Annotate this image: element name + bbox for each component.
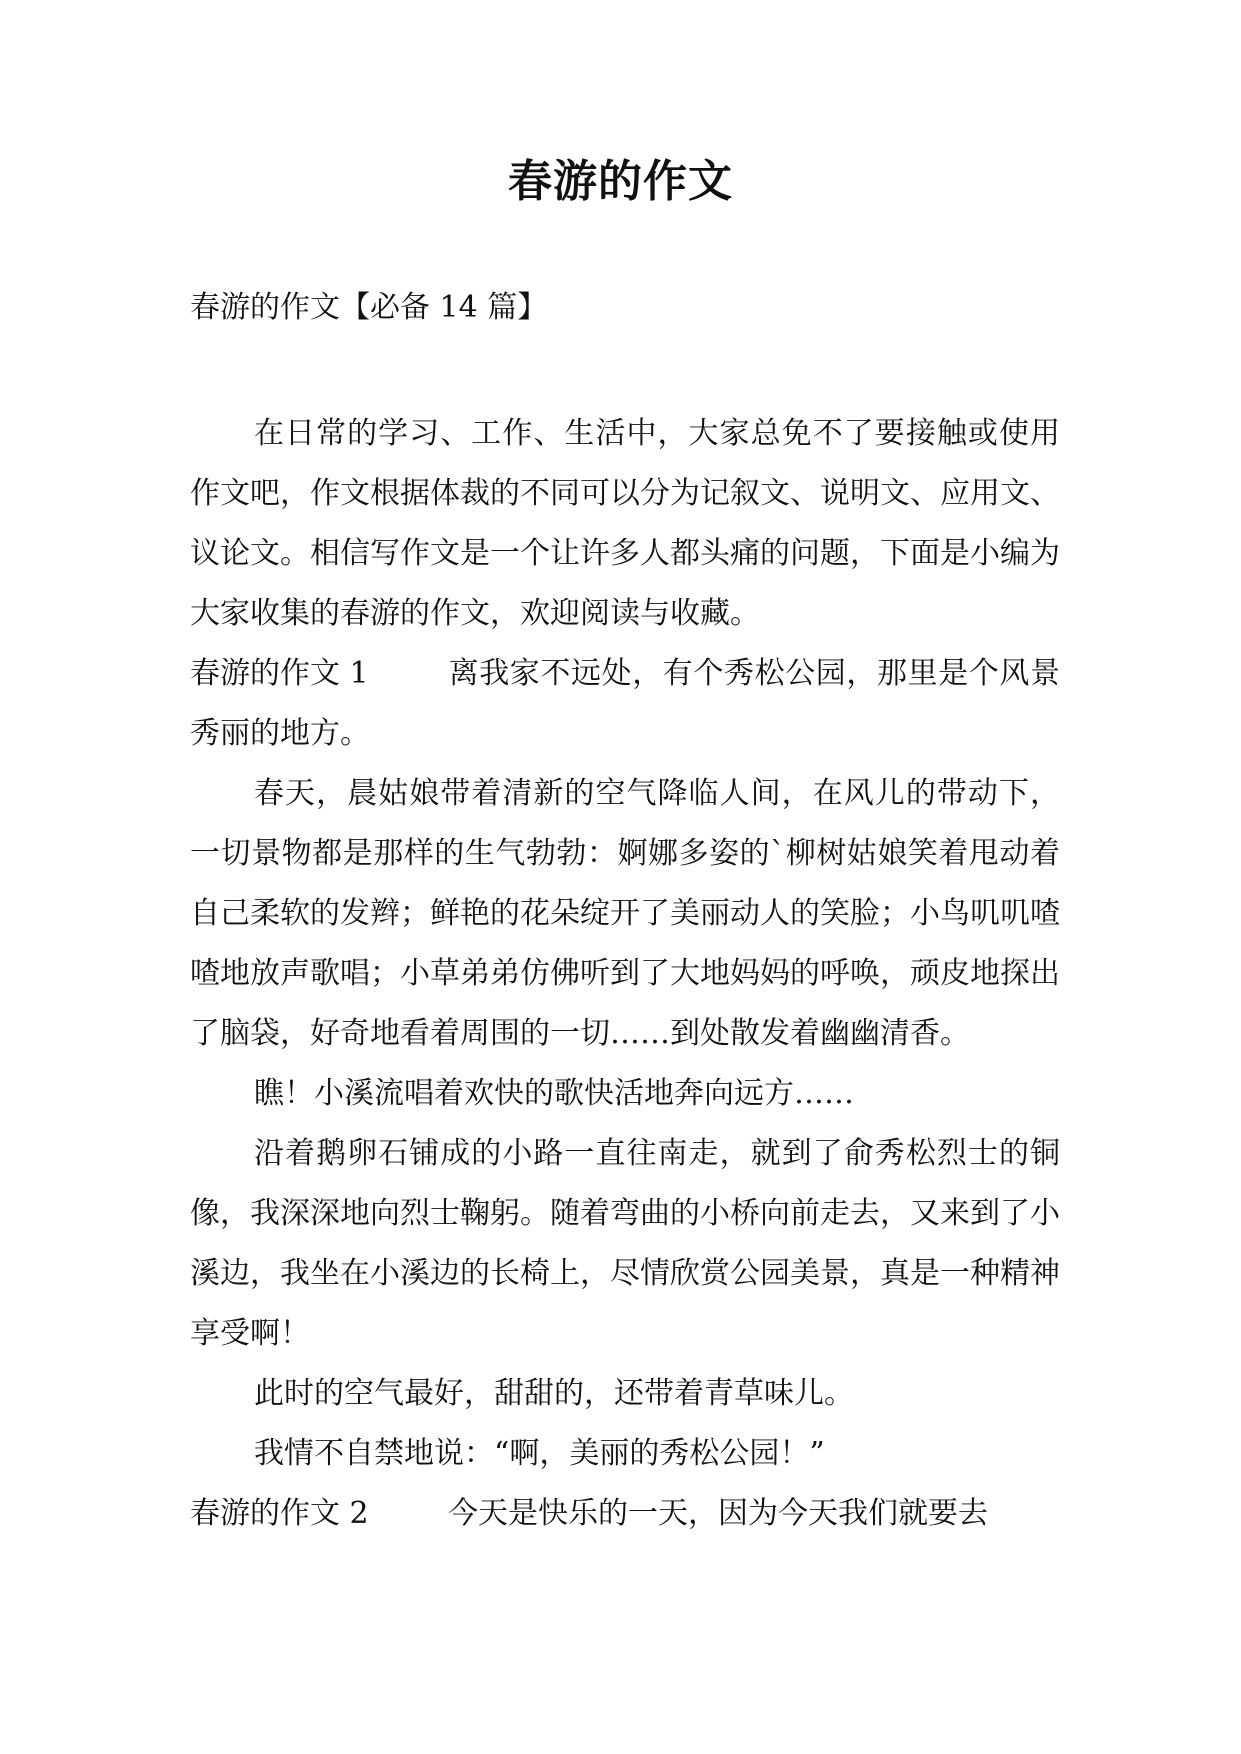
intro-paragraph: 在日常的学习、工作、生活中，大家总免不了要接触或使用作文吧，作文根据体裁的不同可以分为记叙文、说明文、应用文、议论文。相信写作文是一个让许多人都头痛的问题，下面是小编为大家收集的春游的作文，欢迎阅读与收藏。 bbox=[190, 416, 1060, 631]
essay-1-opening bbox=[190, 644, 1060, 764]
document-subtitle: 春游的作文【必备 14 篇】 bbox=[190, 290, 548, 325]
document-title: 春游的作文 bbox=[508, 156, 733, 207]
essay-1-paragraph: 瞧！小溪流唱着欢快的歌快活地奔向远方…… bbox=[254, 1076, 854, 1111]
essay-1-paragraph: 我情不自禁地说：“啊，美丽的秀松公园！” bbox=[254, 1436, 825, 1471]
essay-1-heading: 春游的作文 1 bbox=[190, 656, 369, 691]
essay-1-paragraph: 此时的空气最好，甜甜的，还带着青草味儿。 bbox=[254, 1376, 854, 1411]
essay-1-paragraph: 沿着鹅卵石铺成的小路一直往南走，就到了俞秀松烈士的铜像，我深深地向烈士鞠躬。随着弯曲的小桥向前走去，又来到了小溪边，我坐在小溪边的长椅上，尽情欣赏公园美景，真是一种精神享受啊！ bbox=[190, 1136, 1060, 1351]
essay-2-opening bbox=[190, 1484, 1060, 1544]
essay-1-paragraph: 春天，晨姑娘带着清新的空气降临人间，在风儿的带动下，一切景物都是那样的生气勃勃：婀娜多姿的`柳树姑娘笑着甩动着自己柔软的发辫；鲜艳的花朵绽开了美丽动人的笑脸；小鸟叽叽喳喳地放声歌唱；小草弟弟仿佛听到了大地妈妈的呼唤，顽皮地探出了脑袋，好奇地看着周围的一切……到处散发着幽幽清香。 bbox=[190, 776, 1060, 1051]
essay-2-opening-text: 今天是快乐的一天，因为今天我们就要去 bbox=[448, 1496, 988, 1531]
essay-2-heading: 春游的作文 2 bbox=[190, 1496, 369, 1531]
essay-1-opening-text: 离我家不远处，有个秀松公园，那里是个风景秀丽的地方。 bbox=[190, 656, 1060, 751]
document-body bbox=[190, 404, 1060, 1544]
